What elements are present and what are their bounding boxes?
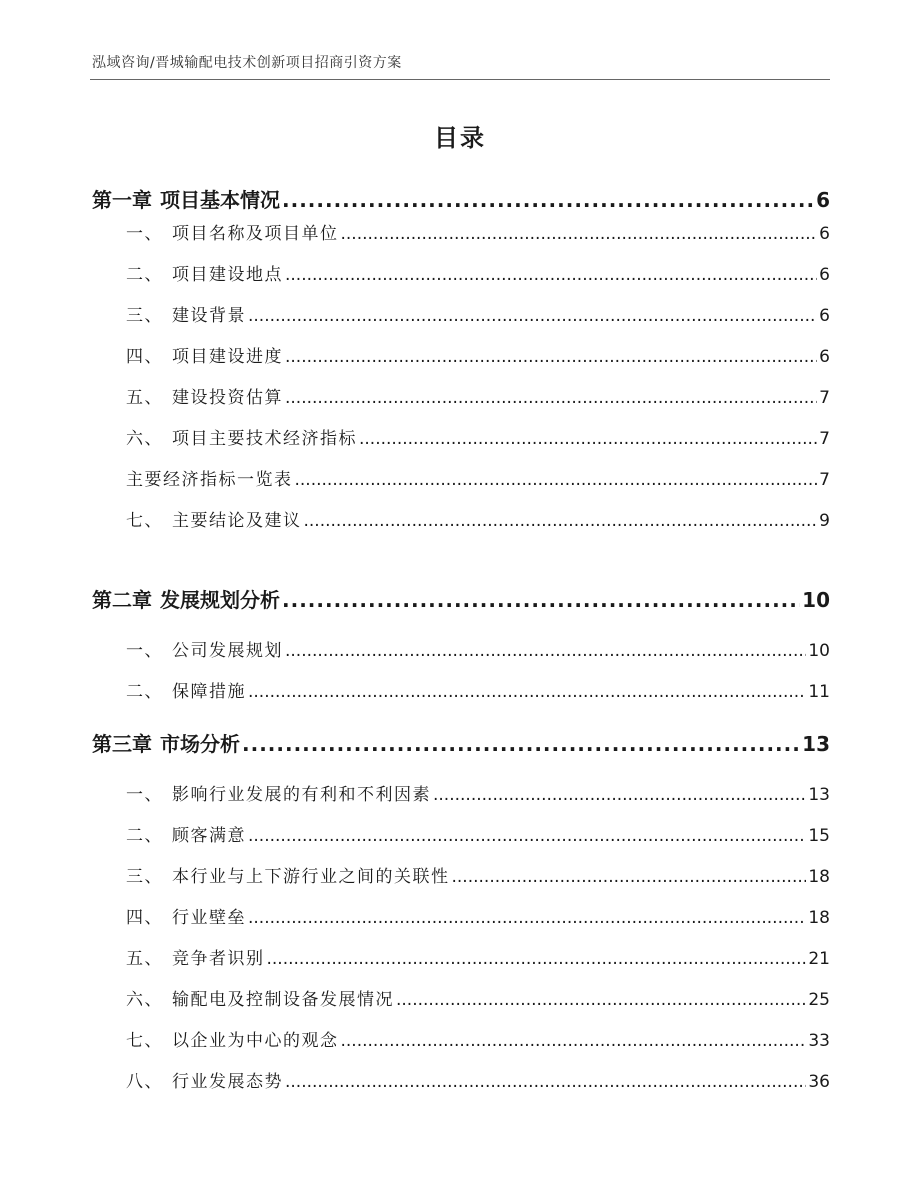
toc-section[interactable] [92,301,830,326]
section-title: 项目名称及项目单位 [172,224,339,244]
leader-dots [285,1072,806,1092]
toc-chapter-3[interactable] [92,728,830,757]
leader-dots [285,388,817,408]
toc-entry-label [126,903,246,928]
toc-entry-label [126,1067,283,1092]
toc-entry-label [126,636,283,661]
section-index: 五、 [126,388,163,408]
section-index: 二、 [126,826,163,846]
toc-section[interactable] [92,985,830,1010]
running-header: 泓域咨询/晋城输配电技术创新项目招商引资方案 [92,55,402,71]
toc-table-entry[interactable] [92,465,830,490]
page-number: 6 [819,306,830,326]
leader-dots [341,1031,807,1051]
section-index: 七、 [126,1031,163,1051]
toc-entry-label [126,506,302,531]
section-title: 主要结论及建议 [172,511,302,531]
leader-dots [267,949,807,969]
leader-dots [285,641,806,661]
page-number: 13 [808,785,830,805]
page-number: 36 [808,1072,830,1092]
toc-entry-label [92,728,240,757]
toc-section[interactable] [92,424,830,449]
chapter-number: 第三章 [92,732,152,756]
section-title: 顾客满意 [172,826,246,846]
page-number: 9 [819,511,830,531]
leader-dots [248,306,817,326]
section-title: 竞争者识别 [172,949,265,969]
page-number: 6 [819,265,830,285]
table-title: 主要经济指标一览表 [126,470,293,490]
page-number: 11 [808,682,830,702]
toc-entry-label [126,219,339,244]
toc-entry-label [126,424,357,449]
toc-chapter-1[interactable] [92,184,830,213]
toc-section[interactable] [92,944,830,969]
toc-entry-label [126,260,283,285]
section-title: 项目建设地点 [172,265,283,285]
toc-section[interactable] [92,1026,830,1051]
toc-section[interactable] [92,219,830,244]
section-title: 建设投资估算 [172,388,283,408]
leader-dots [341,224,818,244]
toc-entry-label [92,584,280,613]
toc-entry-label [126,301,246,326]
section-title: 影响行业发展的有利和不利因素 [172,785,431,805]
section-title: 本行业与上下游行业之间的关联性 [172,867,450,887]
toc-entry-label [126,780,431,805]
section-title: 建设背景 [172,306,246,326]
leader-dots [396,990,806,1010]
leader-dots [242,732,800,756]
leader-dots [282,588,800,612]
toc-entry-label [126,1026,339,1051]
toc-section[interactable] [92,821,830,846]
leader-dots [295,470,818,490]
section-title: 行业发展态势 [172,1072,283,1092]
toc-entry-label [126,677,246,702]
toc-section[interactable] [92,383,830,408]
page-number: 10 [802,588,830,612]
section-index: 一、 [126,641,163,661]
toc-entry-label [126,342,283,367]
leader-dots [248,908,806,928]
leader-dots [359,429,817,449]
section-index: 一、 [126,785,163,805]
page-number: 15 [808,826,830,846]
leader-dots [285,265,817,285]
section-index: 二、 [126,265,163,285]
leader-dots [452,867,807,887]
toc-section[interactable] [92,1067,830,1092]
section-index: 八、 [126,1072,163,1092]
section-index: 一、 [126,224,163,244]
chapter-title: 发展规划分析 [160,588,280,612]
leader-dots [285,347,817,367]
toc-entry-label [126,985,394,1010]
page-number: 6 [816,188,830,212]
page-number: 10 [808,641,830,661]
section-index: 四、 [126,908,163,928]
chapter-number: 第二章 [92,588,152,612]
toc-entry-label [126,383,283,408]
section-index: 六、 [126,990,163,1010]
section-title: 公司发展规划 [172,641,283,661]
toc-entry-label [126,944,265,969]
toc-chapter-2[interactable] [92,584,830,613]
section-index: 五、 [126,949,163,969]
chapter-title: 市场分析 [160,732,240,756]
leader-dots [248,682,806,702]
page-number: 6 [819,347,830,367]
section-index: 三、 [126,306,163,326]
toc-section[interactable] [92,677,830,702]
section-title: 以企业为中心的观念 [172,1031,339,1051]
page-title: 目录 [434,124,486,152]
section-index: 三、 [126,867,163,887]
section-title: 保障措施 [172,682,246,702]
section-title: 项目建设进度 [172,347,283,367]
toc-section[interactable] [92,862,830,887]
toc-section[interactable] [92,636,830,661]
section-title: 输配电及控制设备发展情况 [172,990,394,1010]
section-index: 七、 [126,511,163,531]
toc-entry-label [92,184,280,213]
toc-section[interactable] [92,342,830,367]
toc-entry-label [126,821,246,846]
header-divider [90,79,830,80]
section-index: 六、 [126,429,163,449]
toc-entry-label [126,862,450,887]
page-number: 18 [808,867,830,887]
section-title: 行业壁垒 [172,908,246,928]
section-index: 二、 [126,682,163,702]
page-number: 21 [808,949,830,969]
page-number: 7 [819,470,830,490]
section-index: 四、 [126,347,163,367]
toc-section[interactable] [92,260,830,285]
page-number: 13 [802,732,830,756]
toc-section[interactable] [92,506,830,531]
page-number: 18 [808,908,830,928]
leader-dots [304,511,818,531]
leader-dots [433,785,806,805]
page-number: 33 [808,1031,830,1051]
leader-dots [248,826,806,846]
page-number: 25 [808,990,830,1010]
chapter-number: 第一章 [92,188,152,212]
leader-dots [282,188,814,212]
toc-section[interactable] [92,780,830,805]
section-title: 项目主要技术经济指标 [172,429,357,449]
chapter-title: 项目基本情况 [160,188,280,212]
page-number: 6 [819,224,830,244]
page-number: 7 [819,388,830,408]
page-number: 7 [819,429,830,449]
toc-section[interactable] [92,903,830,928]
